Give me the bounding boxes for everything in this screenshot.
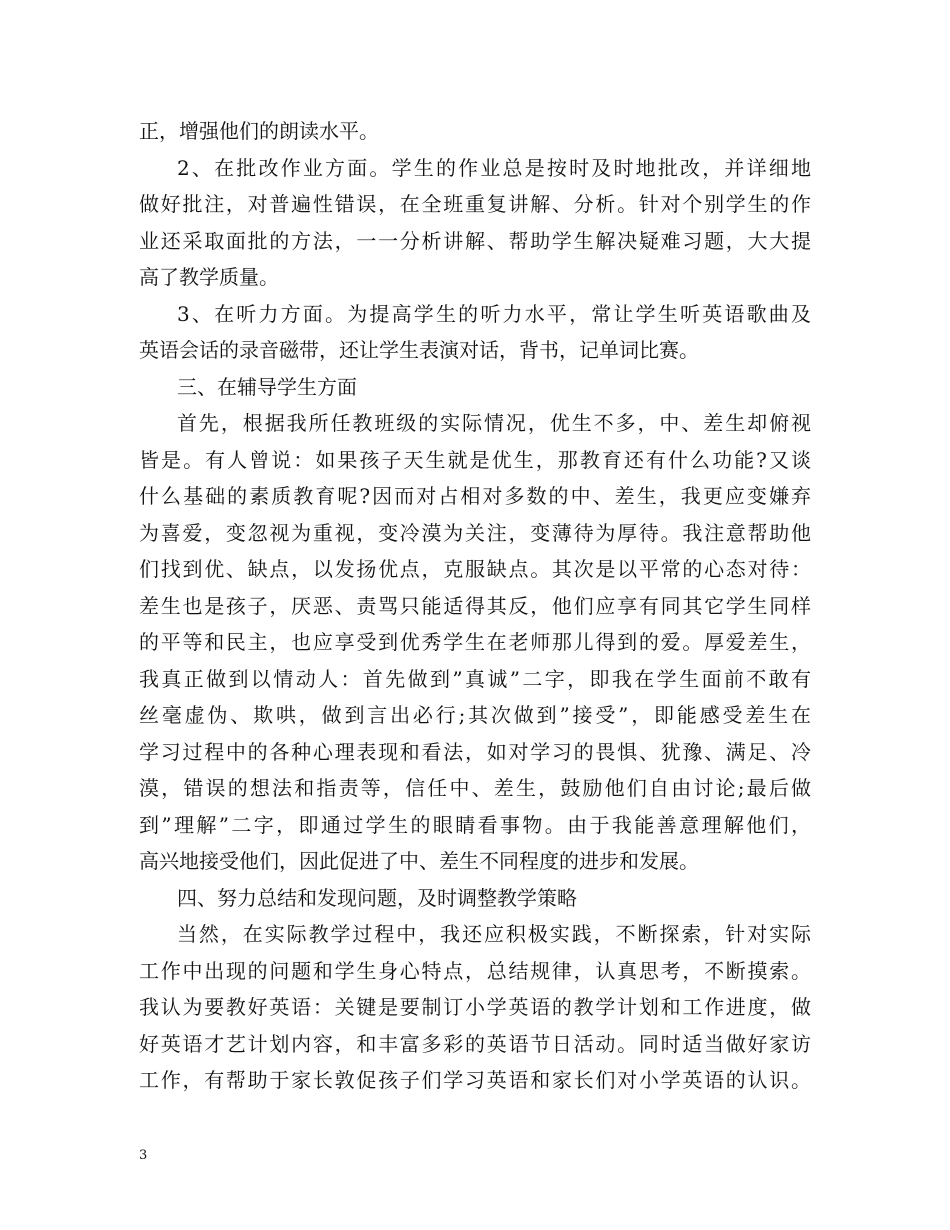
text-line: 高兴地接受他们，因此促进了中、差生不同程度的进步和发展。 (139, 849, 699, 873)
text-line: 业还采取面批的方法，一一分析讲解、帮助学生解决疑难习题，大大提 (139, 228, 811, 253)
text-line: 的平等和民主，也应享受到优秀学生在老师那儿得到的爱。厚爱差生， (139, 630, 811, 654)
text-line: 什么基础的素质教育呢?因而对占相对多数的中、差生，我更应变嫌弃 (139, 484, 811, 508)
text-line: 到”理解”二字，即通过学生的眼睛看事物。由于我能善意理解他们， (139, 812, 811, 837)
text-line: 高了教学质量。 (139, 265, 279, 289)
text-line: 3、在听力方面。为提高学生的听力水平，常让学生听英语歌曲及 (177, 301, 811, 326)
text-line: 丝毫虚伪、欺哄，做到言出必行;其次做到”接受”，即能感受差生在 (139, 703, 811, 727)
text-line: 当然，在实际教学过程中，我还应积极实践，不断探索，针对实际 (177, 922, 811, 946)
text-line: 正，增强他们的朗读水平。 (139, 119, 379, 143)
text-line: 皆是。有人曾说：如果孩子天生就是优生，那教育还有什么功能?又谈 (139, 447, 811, 472)
text-line: 漠，错误的想法和指责等，信任中、差生，鼓励他们自由讨论;最后做 (139, 776, 811, 800)
text-line: 们找到优、缺点，以发扬优点，克服缺点。其次是以平常的心态对待： (139, 557, 811, 581)
text-line: 2、在批改作业方面。学生的作业总是按时及时地批改，并详细地 (177, 155, 811, 180)
document-body (139, 113, 811, 1099)
text-line: 为喜爱，变忽视为重视，变冷漠为关注，变薄待为厚待。我注意帮助他 (139, 520, 811, 545)
text-line: 我真正做到以情动人：首先做到”真诚”二字，即我在学生面前不敢有 (139, 666, 811, 691)
text-line: 差生也是孩子，厌恶、责骂只能适得其反，他们应享有同其它学生同样 (139, 593, 811, 618)
text-line: 好英语才艺计划内容，和丰富多彩的英语节日活动。同时适当做好家访 (139, 1031, 811, 1056)
text-line: 学习过程中的各种心理表现和看法，如对学习的畏惧、犹豫、满足、冷 (139, 739, 811, 764)
text-line: 工作中出现的问题和学生身心特点，总结规律，认真思考，不断摸索。 (139, 958, 811, 983)
text-line: 英语会话的录音磁带，还让学生表演对话，背书，记单词比赛。 (139, 338, 699, 362)
page-number: 3 (139, 1148, 148, 1163)
text-line: 我认为要教好英语：关键是要制订小学英语的教学计划和工作进度，做 (139, 995, 811, 1019)
text-line: 工作，有帮助于家长敦促孩子们学习英语和家长们对小学英语的认识。 (139, 1068, 811, 1092)
text-line: 三、在辅导学生方面 (177, 374, 357, 399)
text-line: 首先，根据我所任教班级的实际情况，优生不多，中、差生却俯视 (177, 411, 811, 435)
text-line: 四、努力总结和发现问题，及时调整教学策略 (177, 885, 577, 910)
text-line: 做好批注，对普遍性错误，在全班重复讲解、分析。针对个别学生的作 (139, 192, 811, 216)
